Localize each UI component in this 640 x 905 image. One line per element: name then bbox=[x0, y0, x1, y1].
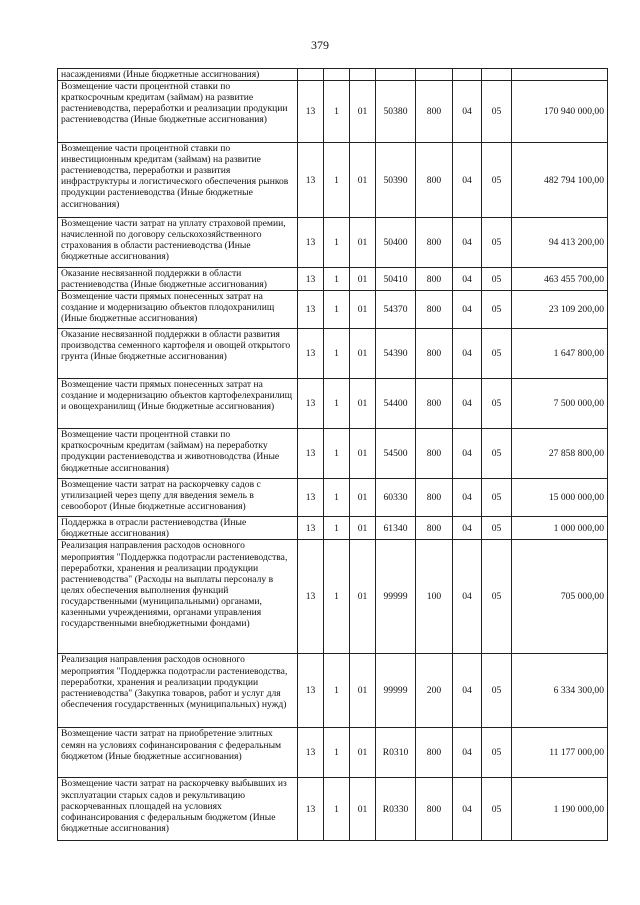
row-expense-type-code: 800 bbox=[416, 429, 453, 479]
table-row bbox=[58, 69, 608, 81]
row-expense-type-code: 800 bbox=[416, 291, 453, 329]
row-description: Возмещение части прямых понесенных затрат на создание и модернизацию объектов плодохранилищ (Иные бюджетные ассигнования) bbox=[58, 291, 298, 329]
row-expense-type-code: 800 bbox=[416, 379, 453, 429]
row-subprogram-code: 1 bbox=[324, 291, 350, 329]
row-section-code: 04 bbox=[453, 143, 482, 218]
row-main-event-code: 01 bbox=[350, 479, 376, 517]
row-subsection-code: 05 bbox=[482, 329, 512, 379]
budget-table-body bbox=[58, 69, 608, 841]
row-program-code: 13 bbox=[298, 540, 324, 654]
row-expense-direction-code bbox=[376, 69, 416, 81]
row-main-event-code bbox=[350, 69, 376, 81]
row-description: Возмещение части процентной ставки по краткосрочным кредитам (займам) на переработку продукции растениеводства и животноводства (Иные бюджетные ассигнования) bbox=[58, 429, 298, 479]
row-amount: 482 794 100,00 bbox=[512, 143, 608, 218]
row-main-event-code: 01 bbox=[350, 778, 376, 841]
row-main-event-code: 01 bbox=[350, 329, 376, 379]
row-program-code: 13 bbox=[298, 81, 324, 143]
row-amount: 1 647 800,00 bbox=[512, 329, 608, 379]
row-section-code: 04 bbox=[453, 268, 482, 291]
table-row bbox=[58, 143, 608, 218]
row-subsection-code: 05 bbox=[482, 654, 512, 728]
budget-table bbox=[57, 68, 608, 841]
row-expense-direction-code: 54400 bbox=[376, 379, 416, 429]
row-subsection-code: 05 bbox=[482, 143, 512, 218]
row-description: Оказание несвязанной поддержки в области развития производства семенного картофеля и овощей открытого грунта (Иные бюджетные ассигнования) bbox=[58, 329, 298, 379]
table-row bbox=[58, 778, 608, 841]
row-program-code: 13 bbox=[298, 429, 324, 479]
row-subsection-code bbox=[482, 69, 512, 81]
row-expense-direction-code: 99999 bbox=[376, 540, 416, 654]
row-subsection-code: 05 bbox=[482, 728, 512, 778]
row-section-code: 04 bbox=[453, 728, 482, 778]
row-section-code: 04 bbox=[453, 429, 482, 479]
row-main-event-code: 01 bbox=[350, 540, 376, 654]
row-expense-direction-code: R0330 bbox=[376, 778, 416, 841]
row-amount: 23 109 200,00 bbox=[512, 291, 608, 329]
row-main-event-code: 01 bbox=[350, 728, 376, 778]
row-section-code: 04 bbox=[453, 654, 482, 728]
row-expense-direction-code: 50380 bbox=[376, 81, 416, 143]
row-subprogram-code: 1 bbox=[324, 379, 350, 429]
row-description: Поддержка в отрасли растениеводства (Иные бюджетные ассигнования) bbox=[58, 517, 298, 540]
row-subsection-code: 05 bbox=[482, 379, 512, 429]
row-amount: 6 334 300,00 bbox=[512, 654, 608, 728]
table-row bbox=[58, 379, 608, 429]
row-expense-direction-code: 99999 bbox=[376, 654, 416, 728]
table-row bbox=[58, 654, 608, 728]
row-subsection-code: 05 bbox=[482, 218, 512, 268]
row-subprogram-code: 1 bbox=[324, 329, 350, 379]
row-expense-type-code: 800 bbox=[416, 268, 453, 291]
row-subsection-code: 05 bbox=[482, 540, 512, 654]
row-expense-type-code: 800 bbox=[416, 479, 453, 517]
row-main-event-code: 01 bbox=[350, 517, 376, 540]
page-number: 379 bbox=[311, 38, 329, 52]
row-description: Возмещение части затрат на приобретение элитных семян на условиях софинансирования с федеральным бюджетом (Иные бюджетные ассигнования) bbox=[58, 728, 298, 778]
row-subsection-code: 05 bbox=[482, 291, 512, 329]
row-section-code: 04 bbox=[453, 778, 482, 841]
row-subprogram-code: 1 bbox=[324, 778, 350, 841]
row-program-code: 13 bbox=[298, 479, 324, 517]
row-program-code bbox=[298, 69, 324, 81]
row-description: Возмещение части процентной ставки по инвестиционным кредитам (займам) на развитие растениеводства, переработки и развития инфраструктуры и логистического обеспечения рынков продукции растениеводства (Иные бюджетные ассигнования) bbox=[58, 143, 298, 218]
row-program-code: 13 bbox=[298, 379, 324, 429]
row-amount: 705 000,00 bbox=[512, 540, 608, 654]
row-section-code: 04 bbox=[453, 479, 482, 517]
row-subsection-code: 05 bbox=[482, 479, 512, 517]
row-section-code: 04 bbox=[453, 379, 482, 429]
row-subprogram-code: 1 bbox=[324, 540, 350, 654]
row-amount: 1 190 000,00 bbox=[512, 778, 608, 841]
row-amount: 463 455 700,00 bbox=[512, 268, 608, 291]
row-amount: 11 177 000,00 bbox=[512, 728, 608, 778]
row-expense-type-code: 800 bbox=[416, 329, 453, 379]
row-expense-type-code: 800 bbox=[416, 143, 453, 218]
row-amount: 1 000 000,00 bbox=[512, 517, 608, 540]
row-expense-direction-code: 50400 bbox=[376, 218, 416, 268]
table-row bbox=[58, 429, 608, 479]
row-expense-direction-code: 60330 bbox=[376, 479, 416, 517]
row-description: Оказание несвязанной поддержки в области растениеводства (Иные бюджетные ассигнования) bbox=[58, 268, 298, 291]
table-row bbox=[58, 517, 608, 540]
row-expense-type-code: 800 bbox=[416, 81, 453, 143]
row-amount: 27 858 800,00 bbox=[512, 429, 608, 479]
row-description: Возмещение части затрат на раскорчевку садов с утилизацией через щепу для введения земель в севооборот (Иные бюджетные ассигнования) bbox=[58, 479, 298, 517]
row-expense-type-code: 200 bbox=[416, 654, 453, 728]
row-subprogram-code: 1 bbox=[324, 218, 350, 268]
row-section-code: 04 bbox=[453, 81, 482, 143]
row-subprogram-code: 1 bbox=[324, 654, 350, 728]
row-expense-direction-code: 61340 bbox=[376, 517, 416, 540]
row-subprogram-code: 1 bbox=[324, 143, 350, 218]
row-section-code bbox=[453, 69, 482, 81]
row-subprogram-code: 1 bbox=[324, 429, 350, 479]
row-expense-type-code: 800 bbox=[416, 218, 453, 268]
row-subprogram-code: 1 bbox=[324, 517, 350, 540]
row-description: Возмещение части процентной ставки по краткосрочным кредитам (займам) на развитие растениеводства, переработки и реализации продукции растениеводства (Иные бюджетные ассигнования) bbox=[58, 81, 298, 143]
table-row bbox=[58, 81, 608, 143]
row-program-code: 13 bbox=[298, 329, 324, 379]
row-expense-type-code: 800 bbox=[416, 517, 453, 540]
row-main-event-code: 01 bbox=[350, 81, 376, 143]
row-program-code: 13 bbox=[298, 218, 324, 268]
row-description: Возмещение части прямых понесенных затрат на создание и модернизацию объектов картофелехранилищ и овощехранилищ (Иные бюджетные ассигнования) bbox=[58, 379, 298, 429]
row-expense-direction-code: 50390 bbox=[376, 143, 416, 218]
row-section-code: 04 bbox=[453, 517, 482, 540]
row-section-code: 04 bbox=[453, 540, 482, 654]
row-expense-direction-code: 54390 bbox=[376, 329, 416, 379]
row-subprogram-code bbox=[324, 69, 350, 81]
table-row bbox=[58, 728, 608, 778]
row-description: насаждениями (Иные бюджетные ассигнования) bbox=[58, 69, 298, 81]
row-description: Реализация направления расходов основного мероприятия "Поддержка подотрасли растениеводства, переработки, хранения и реализации продукции растениеводства" (Закупка товаров, работ и услуг для обеспечения государственных (муниципальных) нужд) bbox=[58, 654, 298, 728]
row-main-event-code: 01 bbox=[350, 429, 376, 479]
row-program-code: 13 bbox=[298, 291, 324, 329]
row-subprogram-code: 1 bbox=[324, 268, 350, 291]
row-program-code: 13 bbox=[298, 778, 324, 841]
row-subsection-code: 05 bbox=[482, 81, 512, 143]
row-program-code: 13 bbox=[298, 143, 324, 218]
table-row bbox=[58, 218, 608, 268]
row-expense-type-code: 100 bbox=[416, 540, 453, 654]
row-expense-direction-code: 54370 bbox=[376, 291, 416, 329]
row-expense-direction-code: R0310 bbox=[376, 728, 416, 778]
row-subprogram-code: 1 bbox=[324, 728, 350, 778]
row-main-event-code: 01 bbox=[350, 218, 376, 268]
table-row bbox=[58, 291, 608, 329]
row-expense-type-code: 800 bbox=[416, 778, 453, 841]
row-program-code: 13 bbox=[298, 728, 324, 778]
row-subsection-code: 05 bbox=[482, 778, 512, 841]
row-amount: 15 000 000,00 bbox=[512, 479, 608, 517]
table-row bbox=[58, 479, 608, 517]
row-section-code: 04 bbox=[453, 291, 482, 329]
row-main-event-code: 01 bbox=[350, 379, 376, 429]
row-expense-direction-code: 50410 bbox=[376, 268, 416, 291]
row-amount: 94 413 200,00 bbox=[512, 218, 608, 268]
row-section-code: 04 bbox=[453, 329, 482, 379]
table-row bbox=[58, 540, 608, 654]
row-main-event-code: 01 bbox=[350, 268, 376, 291]
row-description: Возмещение части затрат на уплату страховой премии, начисленной по договору сельскохозяйственного страхования в области растениеводства (Иные бюджетные ассигнования) bbox=[58, 218, 298, 268]
row-description: Возмещение части затрат на раскорчевку выбывших из эксплуатации старых садов и рекультивацию раскорчеванных площадей на условиях софинансирования с федеральным бюджетом (Иные бюджетные ассигнования) bbox=[58, 778, 298, 841]
row-amount: 7 500 000,00 bbox=[512, 379, 608, 429]
row-program-code: 13 bbox=[298, 654, 324, 728]
row-program-code: 13 bbox=[298, 517, 324, 540]
row-amount bbox=[512, 69, 608, 81]
row-program-code: 13 bbox=[298, 268, 324, 291]
row-description: Реализация направления расходов основного мероприятия "Поддержка подотрасли растениеводства, переработки, хранения и реализации продукции растениеводства" (Расходы на выплаты персоналу в целях обеспечения выполнения функций государственными (муниципальными) органами, казенными учреждениями, органами управления государственными внебюджетными фондами) bbox=[58, 540, 298, 654]
row-expense-type-code bbox=[416, 69, 453, 81]
row-amount: 170 940 000,00 bbox=[512, 81, 608, 143]
table-row bbox=[58, 329, 608, 379]
row-subsection-code: 05 bbox=[482, 517, 512, 540]
row-expense-type-code: 800 bbox=[416, 728, 453, 778]
row-subsection-code: 05 bbox=[482, 429, 512, 479]
row-subsection-code: 05 bbox=[482, 268, 512, 291]
row-section-code: 04 bbox=[453, 218, 482, 268]
row-main-event-code: 01 bbox=[350, 654, 376, 728]
row-main-event-code: 01 bbox=[350, 143, 376, 218]
row-subprogram-code: 1 bbox=[324, 81, 350, 143]
row-expense-direction-code: 54500 bbox=[376, 429, 416, 479]
row-subprogram-code: 1 bbox=[324, 479, 350, 517]
row-main-event-code: 01 bbox=[350, 291, 376, 329]
table-row bbox=[58, 268, 608, 291]
